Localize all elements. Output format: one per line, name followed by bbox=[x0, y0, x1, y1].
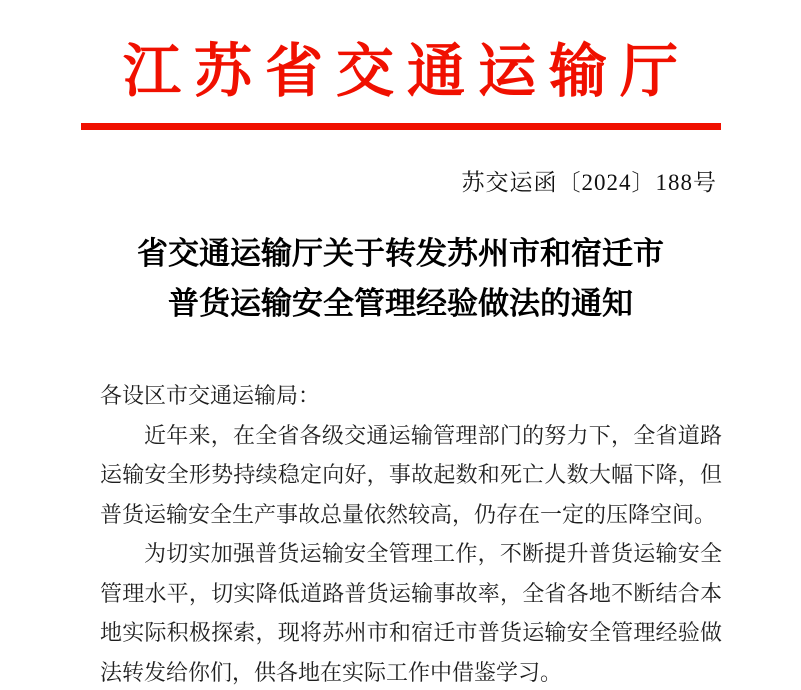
document-number: 苏交运函〔2024〕188号 bbox=[461, 170, 717, 195]
salutation: 各设区市交通运输局： bbox=[100, 383, 321, 408]
letterhead-agency-name: 江苏省交通运输厅 bbox=[122, 39, 691, 104]
document-title-line-1: 省交通运输厅关于转发苏州市和宿迁市 bbox=[137, 236, 664, 271]
body-line: 近年来，在全省各级交通运输管理部门的努力下，全省道路 bbox=[144, 422, 722, 448]
document-title bbox=[0, 229, 801, 329]
body-line: 管理水平，切实降低道路普货运输事故率，全省各地不断结合本 bbox=[100, 580, 722, 606]
body-line: 为切实加强普货运输安全管理工作，不断提升普货运输安全 bbox=[144, 541, 722, 566]
body-paragraphs bbox=[100, 416, 722, 690]
body-line: 普货运输安全生产事故总量依然较高，仍存在一定的压降空间。 bbox=[100, 501, 717, 527]
letterhead-divider-rule bbox=[81, 123, 721, 130]
body-line: 地实际积极探索，现将苏州市和宿迁市普货运输安全管理经验做 bbox=[100, 620, 722, 645]
document-body bbox=[100, 376, 722, 690]
document-title-line-2: 普货运输安全管理经验做法的通知 bbox=[168, 286, 633, 321]
body-line: 法转发给你们，供各地在实际工作中借鉴学习。 bbox=[100, 659, 563, 685]
body-line: 运输安全形势持续稳定向好，事故起数和死亡人数大幅下降，但 bbox=[100, 462, 722, 487]
